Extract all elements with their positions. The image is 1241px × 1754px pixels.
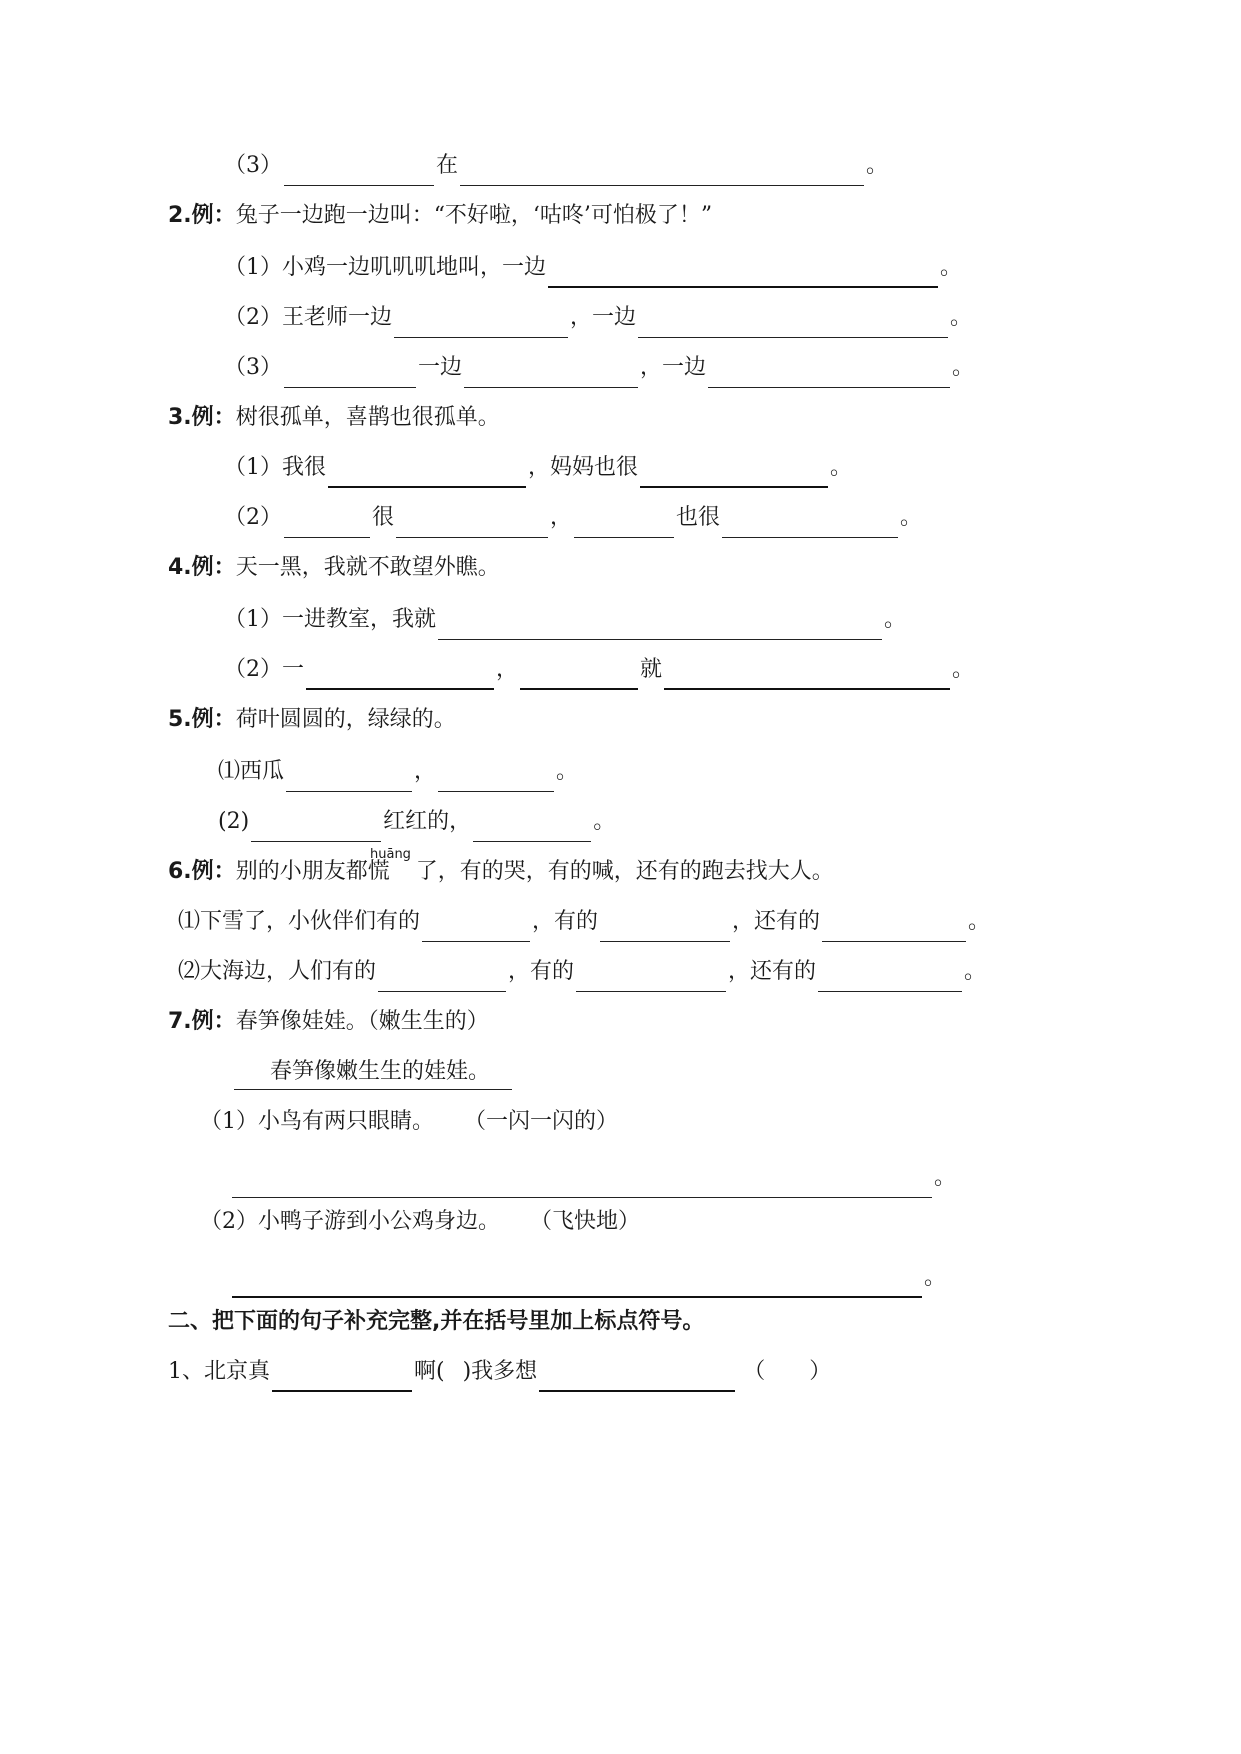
fill-blank[interactable] [284,357,416,388]
fill-blank[interactable] [438,609,882,640]
fill-blank[interactable] [286,761,412,792]
fill-blank[interactable] [722,507,898,538]
fill-blank[interactable] [708,357,950,388]
fill-blank[interactable] [548,256,938,288]
fill-blank[interactable] [539,1360,735,1392]
q2-item1: （1）小鸡一边叽叽叽地叫，一边 。 [224,248,962,288]
q7-item2: （2）小鸭子游到小公鸡身边。 （飞快地） [200,1209,641,1234]
q2-item3: （3） 一边 ，一边 。 [224,348,974,388]
q5-example: 5.例：荷叶圆圆的，绿绿的。 [168,707,456,732]
q3-item2: （2） 很 ， 也很 。 [224,498,922,538]
fill-blank[interactable] [460,155,864,186]
q6-item1: ⑴下雪了，小伙伴们有的 ，有的 ，还有的 。 [178,902,990,942]
fill-blank[interactable] [378,961,506,992]
fill-blank[interactable] [600,911,730,942]
fill-blank[interactable] [576,961,726,992]
fill-blank[interactable] [272,1360,412,1392]
q4-example: 4.例：天一黑，我就不敢望外瞧。 [168,555,500,580]
q3-item1: （1）我很 ，妈妈也很 。 [224,448,852,488]
q4-item1: （1）一进教室，我就 。 [224,600,906,640]
sec2-item1: 1、北京真 啊( )我多想 （ ） [168,1352,831,1392]
q7-example-answer: 春笋像嫩生生的娃娃。 [234,1052,512,1092]
fill-blank[interactable] [284,155,434,186]
q6-example: 6.例：别的小朋友都慌 了，有的哭，有的喊，还有的跑去找大人。 [168,859,834,884]
fill-blank[interactable] [394,307,568,338]
fill-blank[interactable] [822,911,966,942]
fill-blank[interactable] [232,1167,932,1198]
q5-item1: ⑴西瓜 ， 。 [218,752,578,792]
fill-blank[interactable] [328,456,526,488]
fill-blank[interactable] [232,1266,922,1298]
q7-example: 7.例：春笋像娃娃。（嫩生生的） [168,1009,489,1034]
fill-blank[interactable] [638,307,948,338]
q7-item1: （1）小鸟有两只眼睛。 （一闪一闪的） [200,1109,619,1134]
fill-blank[interactable] [520,658,638,690]
pinyin-annotation: huāng [370,847,411,862]
q4-item2: （2）一 ， 就 。 [224,650,974,690]
fill-blank[interactable] [664,658,950,690]
q7-item2-answer: 。 [232,1258,946,1298]
q7-item1-answer: 。 [232,1158,956,1198]
fill-blank[interactable] [438,761,554,792]
fill-blank[interactable] [251,811,381,842]
fill-blank[interactable] [464,357,638,388]
fill-blank[interactable] [640,456,828,488]
q2-item2: （2）王老师一边 ，一边 。 [224,298,972,338]
fill-blank[interactable] [396,507,548,538]
fill-blank[interactable] [284,507,370,538]
fill-blank[interactable] [306,658,494,690]
fill-blank[interactable] [473,811,591,842]
fill-blank[interactable] [574,507,674,538]
fill-blank[interactable] [422,911,530,942]
q6-item2: ⑵大海边，人们有的 ，有的 ，还有的 。 [178,952,986,992]
q2-example: 2.例：兔子一边跑一边叫：“不好啦，‘咕咚’可怕极了！” [168,203,713,228]
q1-item3: （3） 在 。 [224,146,888,186]
fill-blank[interactable] [818,961,962,992]
section-heading: 二、把下面的句子补充完整,并在括号里加上标点符号。 [168,1309,705,1334]
q3-example: 3.例：树很孤单，喜鹊也很孤单。 [168,405,500,430]
q5-item2: (2) 红红的， 。 [218,802,615,842]
